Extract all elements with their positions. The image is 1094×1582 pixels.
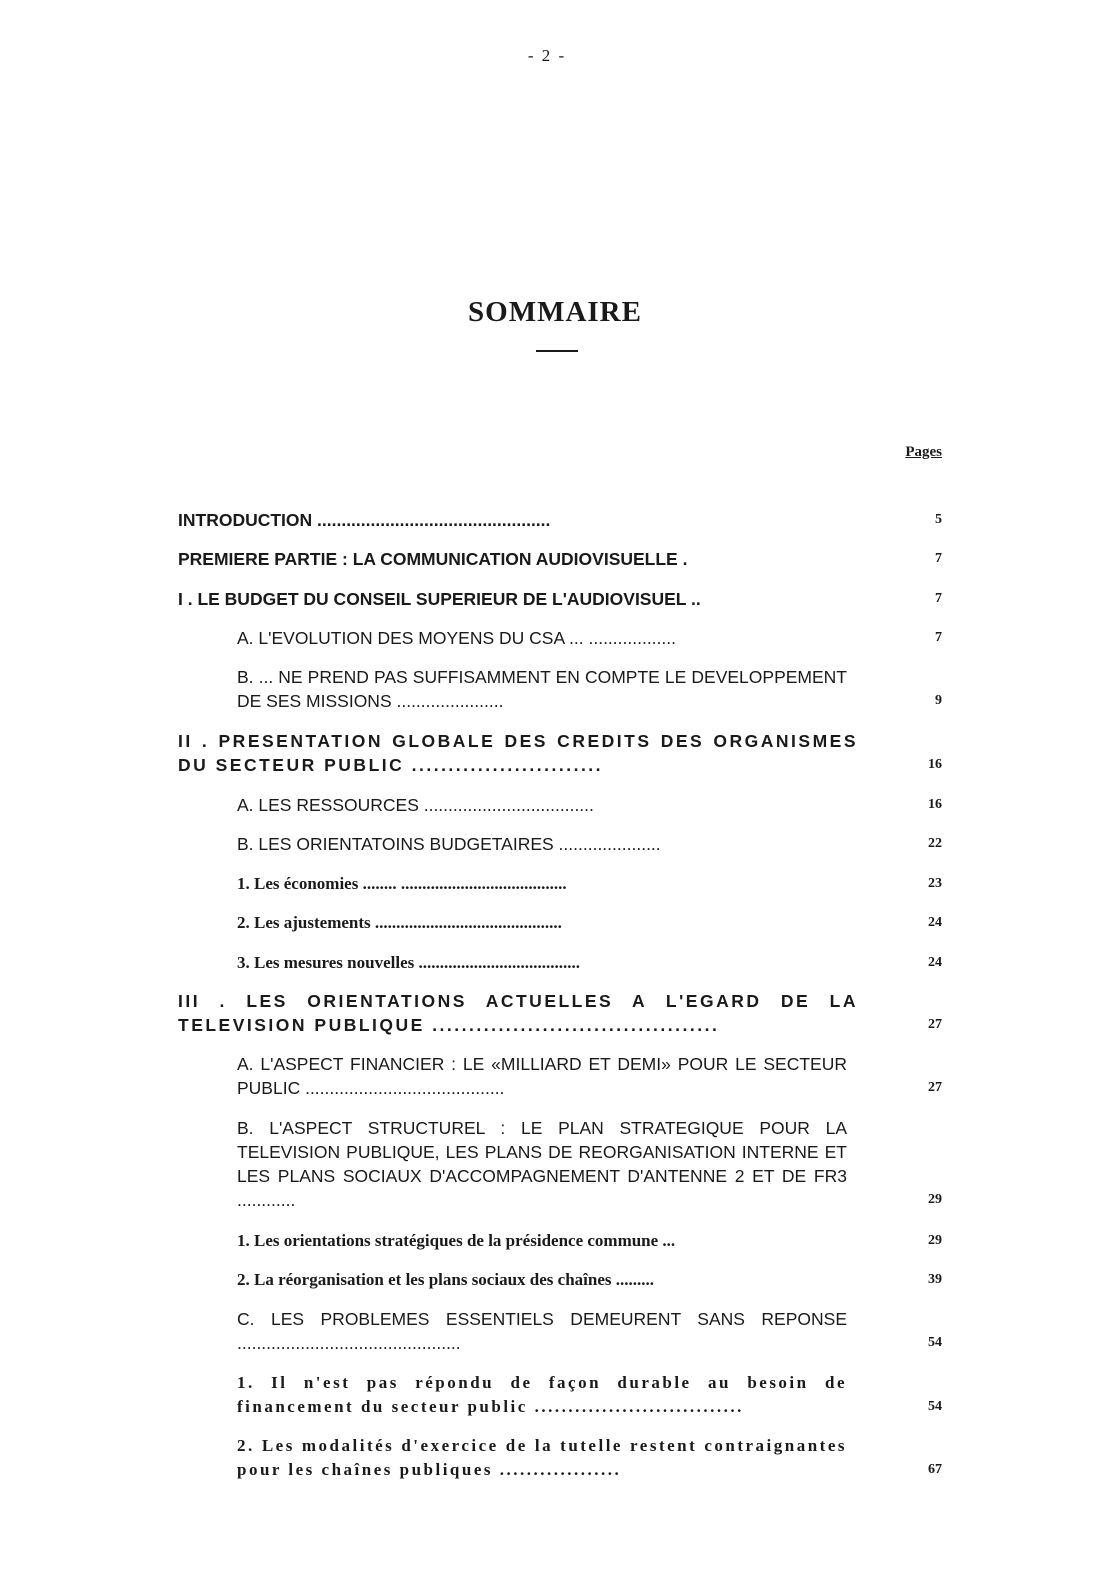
toc-entry-page: 54	[928, 1335, 942, 1350]
toc-entry-text: 1. Les orientations stratégiques de la présidence commune ...	[237, 1231, 676, 1250]
toc-entry-text: 1. Il n'est pas répondu de façon durable au besoin de financement du secteur public ...............................	[237, 1373, 847, 1416]
toc-entry-page: 5	[935, 512, 942, 527]
toc-entry-page: 54	[928, 1399, 942, 1414]
toc-entry-page: 7	[935, 591, 942, 606]
toc-entry-page: 23	[928, 876, 942, 891]
toc-entry-page: 7	[935, 551, 942, 566]
toc-entry-page: 39	[928, 1272, 942, 1287]
toc-entry-page: 9	[935, 693, 942, 708]
toc-entry-page: 27	[928, 1080, 942, 1095]
toc-entry-page: 7	[935, 630, 942, 645]
page-title: SOMMAIRE	[468, 296, 642, 328]
toc-entry-text: 2. Les ajustements ............................................	[237, 913, 562, 932]
toc-entry-page: 27	[928, 1017, 942, 1032]
toc-entry-text: I . LE BUDGET DU CONSEIL SUPERIEUR DE L'AUDIOVISUEL ..	[178, 589, 701, 609]
toc-entry-page: 24	[928, 955, 942, 970]
toc-entry-text: A. L'ASPECT FINANCIER : LE «MILLIARD ET DEMI» POUR LE SECTEUR PUBLIC .........................................	[237, 1054, 847, 1098]
toc-entry-text: B. L'ASPECT STRUCTUREL : LE PLAN STRATEGIQUE POUR LA TELEVISION PUBLIQUE, LES PLANS DE REORGANISATION INTERNE ET LES PLANS SOCIAUX D'ACCOMPAGNEMENT D'ANTENNE 2 ET DE FR3 ............	[237, 1118, 847, 1210]
toc-entry-text: 1. Les économies ........ .......................................	[237, 874, 567, 893]
toc-entry-text: A. L'EVOLUTION DES MOYENS DU CSA ... ..................	[237, 628, 676, 648]
toc-entry-page: 24	[928, 915, 942, 930]
toc-entry-page: 16	[928, 797, 942, 812]
toc-entry-page: 16	[928, 757, 942, 772]
toc-entry-text: III . LES ORIENTATIONS ACTUELLES A L'EGARD DE LA TELEVISION PUBLIQUE .......................................	[178, 991, 858, 1035]
toc-entry-text: B. LES ORIENTATOINS BUDGETAIRES .....................	[237, 834, 661, 854]
toc-entry-text: A. LES RESSOURCES ...................................	[237, 795, 594, 815]
toc-entry-text: 2. La réorganisation et les plans sociaux des chaînes .........	[237, 1270, 654, 1289]
toc-entry-text: PREMIERE PARTIE : LA COMMUNICATION AUDIOVISUELLE .	[178, 549, 688, 569]
pages-column-label: Pages	[905, 444, 942, 460]
toc-entry-page: 29	[928, 1192, 942, 1207]
title-underline	[536, 350, 578, 352]
toc-entry-text: 3. Les mesures nouvelles ......................................	[237, 953, 580, 972]
page-number: - 2 -	[527, 46, 567, 65]
toc-entry-page: 67	[928, 1462, 942, 1477]
toc-entry-page: 22	[928, 836, 942, 851]
toc-entry-text: II . PRESENTATION GLOBALE DES CREDITS DES ORGANISMES DU SECTEUR PUBLIC ..........................	[178, 731, 858, 775]
toc-entry-text: C. LES PROBLEMES ESSENTIELS DEMEURENT SANS REPONSE ..............................................	[237, 1309, 847, 1353]
toc-entry-text: 2. Les modalités d'exercice de la tutelle restent contraignantes pour les chaînes publiques ..................	[237, 1436, 847, 1479]
toc-entry-text: INTRODUCTION ................................................	[178, 510, 551, 530]
toc-entry-text: B. ... NE PREND PAS SUFFISAMMENT EN COMPTE LE DEVELOPPEMENT DE SES MISSIONS ......................	[237, 667, 847, 711]
toc-entry-page: 29	[928, 1233, 942, 1248]
